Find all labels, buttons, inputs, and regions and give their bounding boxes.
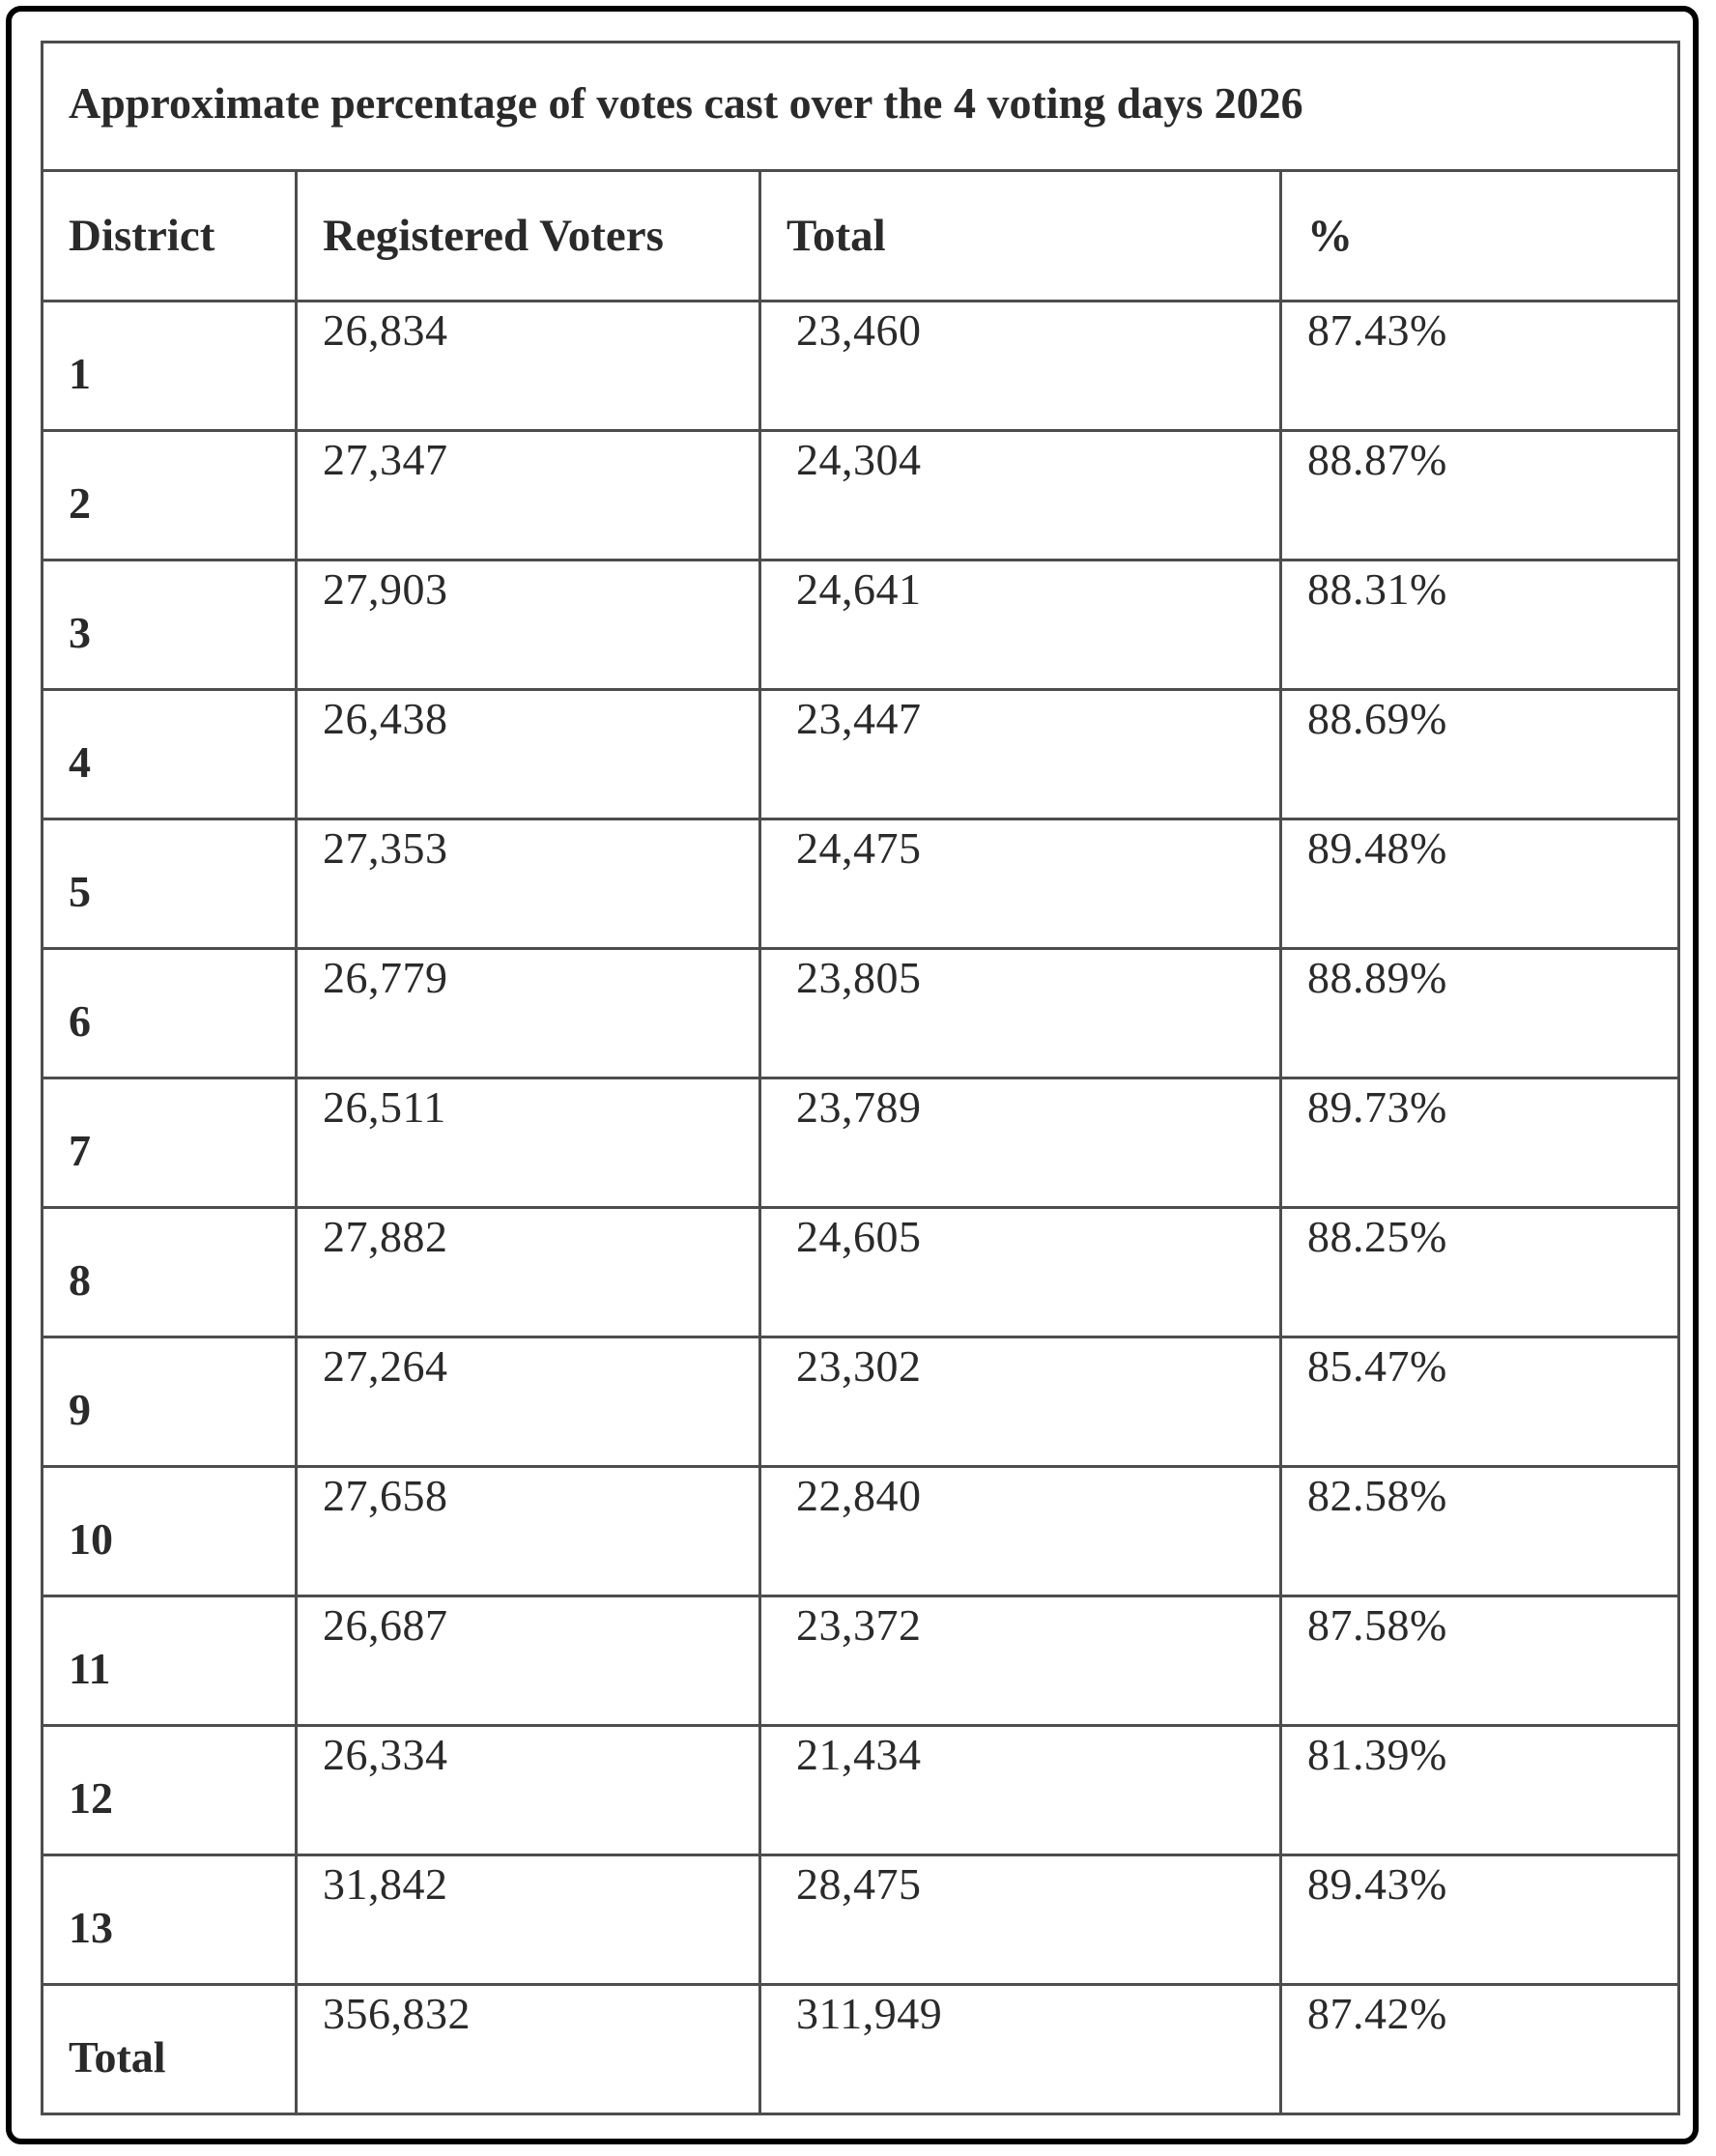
percent-cell: 89.73%	[1281, 1078, 1679, 1208]
percent-cell: 88.69%	[1281, 690, 1679, 819]
registered-voters-cell: 26,334	[297, 1726, 760, 1855]
total-cell: 23,460	[760, 302, 1281, 431]
registered-voters-cell: 26,687	[297, 1596, 760, 1726]
total-cell: 21,434	[760, 1726, 1281, 1855]
registered-voters-cell: 26,779	[297, 949, 760, 1078]
district-cell: 8	[43, 1208, 297, 1337]
votes-table	[41, 41, 1680, 2115]
district-cell: 11	[43, 1596, 297, 1726]
registered-voters-cell: 31,842	[297, 1855, 760, 1985]
registered-voters-cell: 27,264	[297, 1337, 760, 1467]
header-percent: %	[1281, 171, 1679, 302]
table-row	[43, 1596, 1679, 1726]
total-cell: 23,302	[760, 1337, 1281, 1467]
total-cell: 311,949	[760, 1985, 1281, 2114]
table-row	[43, 1208, 1679, 1337]
total-cell: 24,605	[760, 1208, 1281, 1337]
district-cell: 3	[43, 561, 297, 690]
table-row	[43, 819, 1679, 949]
percent-cell: 87.43%	[1281, 302, 1679, 431]
district-cell: 1	[43, 302, 297, 431]
table-row	[43, 1337, 1679, 1467]
registered-voters-cell: 27,347	[297, 431, 760, 561]
total-cell: 22,840	[760, 1467, 1281, 1596]
registered-voters-cell: 26,511	[297, 1078, 760, 1208]
table-row	[43, 1855, 1679, 1985]
district-cell: 5	[43, 819, 297, 949]
table-row	[43, 1078, 1679, 1208]
table-row	[43, 690, 1679, 819]
registered-voters-cell: 27,882	[297, 1208, 760, 1337]
percent-cell: 87.42%	[1281, 1985, 1679, 2114]
district-cell: 7	[43, 1078, 297, 1208]
district-cell: 13	[43, 1855, 297, 1985]
table-body	[43, 302, 1679, 2114]
registered-voters-cell: 27,353	[297, 819, 760, 949]
total-cell: 24,475	[760, 819, 1281, 949]
total-cell: 28,475	[760, 1855, 1281, 1985]
header-registered-voters: Registered Voters	[297, 171, 760, 302]
district-cell: 9	[43, 1337, 297, 1467]
header-total: Total	[760, 171, 1281, 302]
total-cell: 23,805	[760, 949, 1281, 1078]
district-cell: 4	[43, 690, 297, 819]
percent-cell: 81.39%	[1281, 1726, 1679, 1855]
district-cell: 6	[43, 949, 297, 1078]
percent-cell: 88.25%	[1281, 1208, 1679, 1337]
district-cell: 10	[43, 1467, 297, 1596]
percent-cell: 88.87%	[1281, 431, 1679, 561]
total-cell: 23,447	[760, 690, 1281, 819]
table-row	[43, 1467, 1679, 1596]
percent-cell: 89.43%	[1281, 1855, 1679, 1985]
registered-voters-cell: 27,903	[297, 561, 760, 690]
percent-cell: 85.47%	[1281, 1337, 1679, 1467]
header-district: District	[43, 171, 297, 302]
table-row	[43, 302, 1679, 431]
percent-cell: 87.58%	[1281, 1596, 1679, 1726]
header-row	[43, 171, 1679, 302]
table-row	[43, 431, 1679, 561]
registered-voters-cell: 27,658	[297, 1467, 760, 1596]
total-cell: 23,789	[760, 1078, 1281, 1208]
total-cell: 24,641	[760, 561, 1281, 690]
percent-cell: 89.48%	[1281, 819, 1679, 949]
registered-voters-cell: 26,834	[297, 302, 760, 431]
total-cell: 23,372	[760, 1596, 1281, 1726]
table-title: Approximate percentage of votes cast over the 4 voting days 2026	[43, 43, 1679, 171]
table-row	[43, 1726, 1679, 1855]
percent-cell: 82.58%	[1281, 1467, 1679, 1596]
district-cell: 12	[43, 1726, 297, 1855]
percent-cell: 88.31%	[1281, 561, 1679, 690]
table-row	[43, 949, 1679, 1078]
total-cell: 24,304	[760, 431, 1281, 561]
district-cell: 2	[43, 431, 297, 561]
total-row	[43, 1985, 1679, 2114]
title-row	[43, 43, 1679, 171]
registered-voters-cell: 26,438	[297, 690, 760, 819]
district-cell: Total	[43, 1985, 297, 2114]
registered-voters-cell: 356,832	[297, 1985, 760, 2114]
table-row	[43, 561, 1679, 690]
percent-cell: 88.89%	[1281, 949, 1679, 1078]
